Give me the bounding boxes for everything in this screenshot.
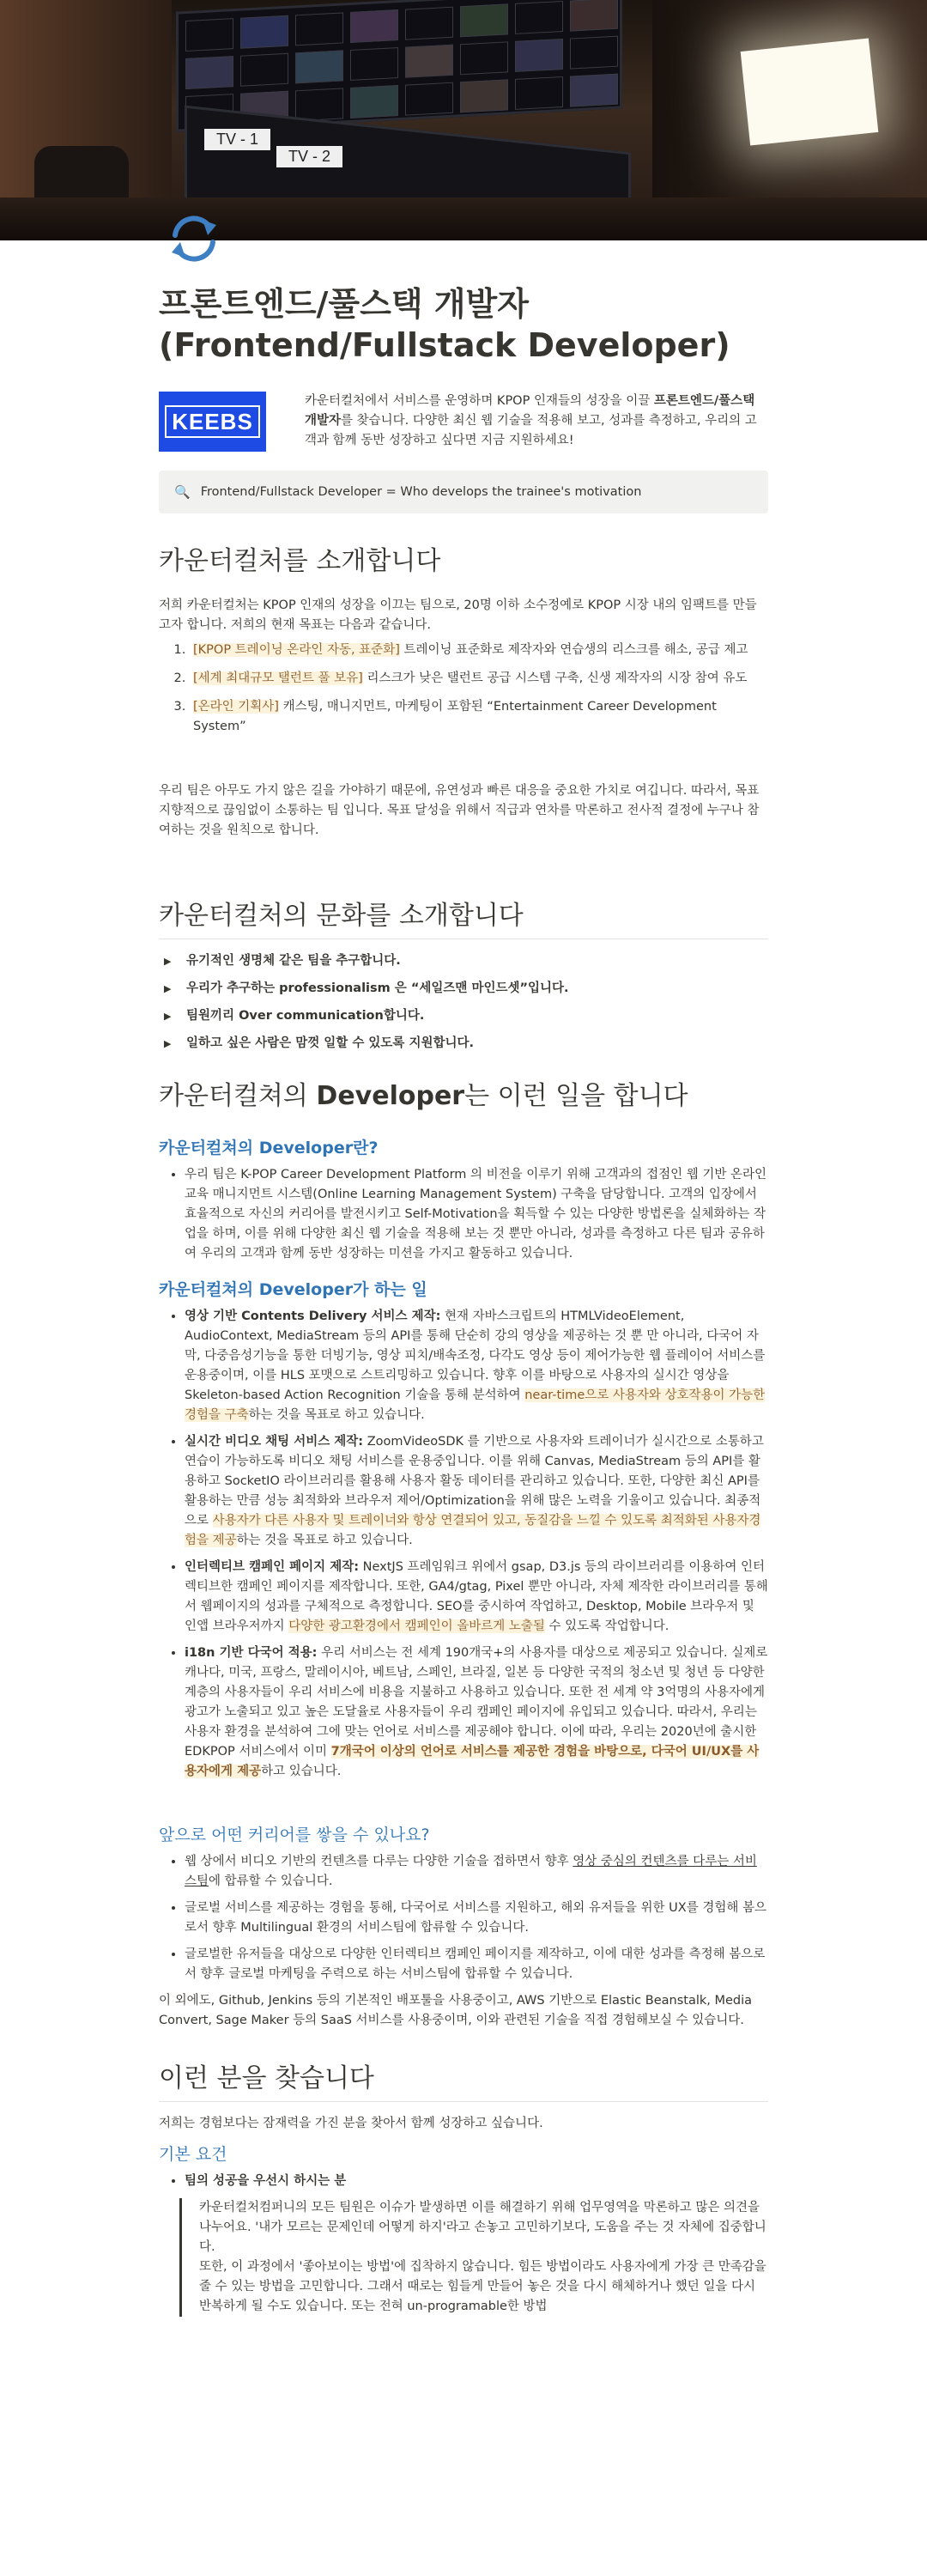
search-icon: 🔍	[174, 484, 191, 500]
goal-item: 1. [KPOP 트레이닝 온라인 자동, 표준화] 트레이닝 표준화로 제작자와 연습생의 리스크를 해소, 공급 제고	[190, 641, 768, 660]
quote-paragraph: 또한, 이 과정에서 '좋아보이는 방법'에 집착하지 않습니다. 힘든 방법이라도 사용자에게 가장 큰 만족감을 줄 수 있는 방법을 고민합니다. 그래서 때로는 힘들게 만들어 놓은 것을 다시 해체하거나 했던 일을 다시 반복하게 될 수도 있습니다. 또는 전혀 un-programable한 방법	[199, 2260, 766, 2313]
cover-tv2-label: TV - 2	[276, 146, 342, 167]
developer-definition-list	[185, 1165, 768, 1264]
page-refresh-icon[interactable]	[165, 210, 223, 268]
callout-text: Frontend/Fullstack Developer = Who develops the trainee's motivation	[200, 485, 642, 499]
subheading-basic-requirements: 기본 요건	[159, 2145, 227, 2164]
page-content	[159, 283, 768, 2317]
subheading-developer-work: 카운터컬쳐의 Developer가 하는 일	[159, 1280, 427, 1299]
company-goals-list	[190, 641, 768, 737]
work-item-i18n: • i18n 기반 다국어 적용: 우리 서비스는 전 세계 190개국+의 사용자를 대상으로 제공되고 있습니다. 실제로 캐나다, 미국, 프랑스, 말레이시아, 베트남, 스페인, 브라질, 일본 등 다양한 국적의 청소년 및 청년 등 다양한 계층의 사용자들이 우리 서비스에 비용을 지불하고 사용하고 있습니다. 또한 전 세계 약 3억명의 사용자에게 광고가 노출되고 있고 높은 도달율로 사용자들이 우리 캠페인 페이지에 유입되고 있습니다. 따라서, 우리는 사용자 환경을 분석하여 그에 맞는 언어로 서비스를 제공해야 합니다. 이에 따라, 우리는 2020년에 출시한 EDKPOP 서비스에서 이미 7개국어 이상의 언어로 서비스를 제공한 경험을 바탕으로, 다국어 UI/UX를 사용자에게 제공하고 있습니다.	[185, 1643, 768, 1782]
motivation-callout	[159, 471, 768, 513]
cover-desk	[0, 197, 927, 240]
intro-text: 카운터컬처에서 서비스를 운영하며 KPOP 인재들의 성장을 이끌 프론트엔드/풀스택 개발자를 찾습니다. 다양한 최신 웹 기술을 적용해 보고, 성과를 측정하고, 우리의 고객과 함께 동반 성장하고 싶다면 지금 지원하세요!	[305, 394, 757, 447]
career-path-list	[185, 1852, 768, 1984]
looking-for-paragraph: 저희는 경험보다는 잠재력을 가진 분을 찾아서 함께 성장하고 싶습니다.	[159, 2117, 543, 2130]
subheading-career-path: 앞으로 어떤 커리어를 쌓을 수 있나요?	[159, 1826, 430, 1844]
company-logo	[159, 392, 266, 452]
work-item-video-delivery: • 영상 기반 Contents Delivery 서비스 제작: 현재 자바스크립트의 HTMLVideoElement, AudioContext, MediaStream 등의 API를 통해 단순히 강의 영상을 제공하는 것 뿐 만 아니라, 다국어 자막, 다중음성기능을 통한 더빙기능, 영상 피치/배속조정, 다각도 영상 등이 제어가능한 웹 플레이어 서비스를 운용중이며, 이를 HLS 포맷으로 스트리밍하고 있습니다. 향후 이를 바탕으로 사용자의 실시간 영상을 Skeleton-based Action Recognition 기술을 통해 분석하여 near-time으로 사용자와 상호작용이 가능한 경험을 구축하는 것을 목표로 하고 있습니다.	[185, 1307, 768, 1425]
cover-tv1-label: TV - 1	[204, 129, 270, 150]
culture-toggle-item[interactable]: ▶ 우리가 추구하는 professionalism 은 “세일즈맨 마인드셋”입니다.	[164, 979, 768, 999]
heading-developer-role: 카운터컬쳐의 Developer는 이런 일을 합니다	[159, 1081, 688, 1111]
page-title: 프론트엔드/풀스택 개발자 (Frontend/Fullstack Developer)	[159, 285, 730, 364]
goal-item: 3. [온라인 기획사] 캐스팅, 매니지먼트, 마케팅이 포함된 “Entertainment Career Development System”	[190, 697, 768, 737]
company-logo-text: KEEBS	[165, 405, 260, 438]
heading-looking-for: 이런 분을 찾습니다	[159, 2062, 768, 2102]
work-item-video-chat: • 실시간 비디오 채팅 서비스 제작: ZoomVideoSDK 를 기반으로 사용자와 트레이너가 실시간으로 소통하고 연습이 가능하도록 비디오 채팅 서비스를 운용중입니다. 이를 위해 Canvas, MediaStream 등의 API를 활용하고 SocketIO 라이브러리를 활용해 사용자 활동 데이터를 관리하고 있습니다. 또한, 다양한 최신 API를 활용하는 만큼 성능 최적화와 브라우저 제어/Optimization을 위해 많은 노력을 기울이고 있습니다. 최종적으로 사용자가 다른 사용자 및 트레이너와 항상 연결되어 있고, 동질감을 느낄 수 있도록 최적화된 사용자경험을 제공하는 것을 목표로 하고 있습니다.	[185, 1432, 768, 1551]
list-item: • 글로벌 서비스를 제공하는 경험을 통해, 다국어로 서비스를 지원하고, 해외 유저들을 위한 UX를 경험해 봄으로서 향후 Multilingual 환경의 서비스팀에 합류할 수 있습니다.	[185, 1899, 768, 1938]
requirements-list	[185, 2172, 768, 2191]
list-item: • 우리 팀은 K-POP Career Development Platform 의 비전을 이루기 위해 고객과의 접점인 웹 기반 온라인 교육 매니지먼트 시스템(Online Learning Management System) 구축을 담당합니다. 고객의 입장에서 효율적으로 자신의 커리어를 발전시키고 Self-Motivation을 획득할 수 있는 다양한 방법론을 실체화하는 작업을 하며, 이를 위해 다양한 최신 웹 기술을 적용해 보는 것 뿐만 아니라, 성과를 측정하고 다른 팀과 공유하여 우리의 고객과 함께 동반 성장하는 미션을 가지고 활동하고 있습니다.	[185, 1165, 768, 1264]
cover-softbox-light	[741, 38, 879, 145]
requirement-quote	[179, 2198, 768, 2317]
culture-toggle-list	[164, 951, 768, 1054]
culture-toggle-item[interactable]: ▶ 유기적인 생명체 같은 팀을 추구합니다.	[164, 951, 768, 971]
heading-company-intro: 카운터컬처를 소개합니다	[159, 546, 441, 576]
heading-culture: 카운터컬처의 문화를 소개합니다	[159, 899, 768, 939]
work-item-campaign-page: • 인터렉티브 캠페인 페이지 제작: NextJS 프레임워크 위에서 gsap, D3.js 등의 라이브러리를 이용하여 인터렉티브한 캠페인 페이지를 제작합니다. 또한, GA4/gtag, Pixel 뿐만 아니라, 자체 제작한 라이브러리를 통해서 웹페이지의 성과를 구체적으로 측정합니다. SEO를 중시하여 작업하고, Desktop, Mobile 브라우저 및 인앱 브라우저까지 다양한 광고환경에서 캠페인이 올바르게 노출될 수 있도록 작업합니다.	[185, 1558, 768, 1637]
goal-item: 2. [세계 최대규모 탤런트 풀 보유] 리스크가 낮은 탤런트 공급 시스템 구축, 신생 제작자의 시장 참여 유도	[190, 669, 768, 689]
list-item: • 글로벌한 유저들을 대상으로 다양한 인터렉티브 캠페인 페이지를 제작하고, 이에 대한 성과를 측정해 봄으로서 향후 글로벌 마케팅을 주력으로 하는 서비스팀에 합류할 수 있습니다.	[185, 1945, 768, 1984]
culture-toggle-item[interactable]: ▶ 일하고 싶은 사람은 맘껏 일할 수 있도록 지원합니다.	[164, 1034, 768, 1054]
cover-image	[0, 0, 927, 240]
team-values-paragraph: 우리 팀은 아무도 가지 않은 길을 가야하기 때문에, 유연성과 빠른 대응을 중요한 가치로 여깁니다. 따라서, 목표지향적으로 끊임없이 소통하는 팀 입니다. 목표 달성을 위해서 직급과 연차를 막론하고 전사적 결정에 누구나 참여하는 것을 원칙으로 합니다.	[159, 784, 760, 837]
company-intro-paragraph: 저희 카운터컬처는 KPOP 인재의 성장을 이끄는 팀으로, 20명 이하 소수정예로 KPOP 시장 내의 임팩트를 만들고자 합니다. 저희의 현재 목표는 다음과 같습니다.	[159, 598, 757, 632]
quote-paragraph: 카운터컬처컴퍼니의 모든 팀원은 이슈가 발생하면 이를 해결하기 위해 업무영역을 막론하고 많은 의견을 나누어요. '내가 모르는 문제인데 어떻게 하지'라고 손놓고 고민하기보다, 도움을 주는 것 자체에 집중합니다.	[199, 2201, 766, 2254]
intro-block	[159, 392, 768, 452]
developer-work-list	[185, 1307, 768, 1782]
subheading-developer-definition: 카운터컬쳐의 Developer란?	[159, 1139, 379, 1157]
tools-paragraph: 이 외에도, Github, Jenkins 등의 기본적인 배포툴을 사용중이고, AWS 기반으로 Elastic Beanstalk, Media Convert, Sage Maker 등의 SaaS 서비스를 사용중이며, 이와 관련된 기술을 직접 경험해보실 수 있습니다.	[159, 1994, 753, 2027]
requirement-item: • 팀의 성공을 우선시 하시는 분	[185, 2172, 768, 2191]
list-item: • 웹 상에서 비디오 기반의 컨텐츠를 다루는 다양한 기술을 접하면서 향후 영상 중심의 컨텐츠를 다루는 서비스팀에 합류할 수 있습니다.	[185, 1852, 768, 1892]
culture-toggle-item[interactable]: ▶ 팀원끼리 Over communication합니다.	[164, 1006, 768, 1026]
